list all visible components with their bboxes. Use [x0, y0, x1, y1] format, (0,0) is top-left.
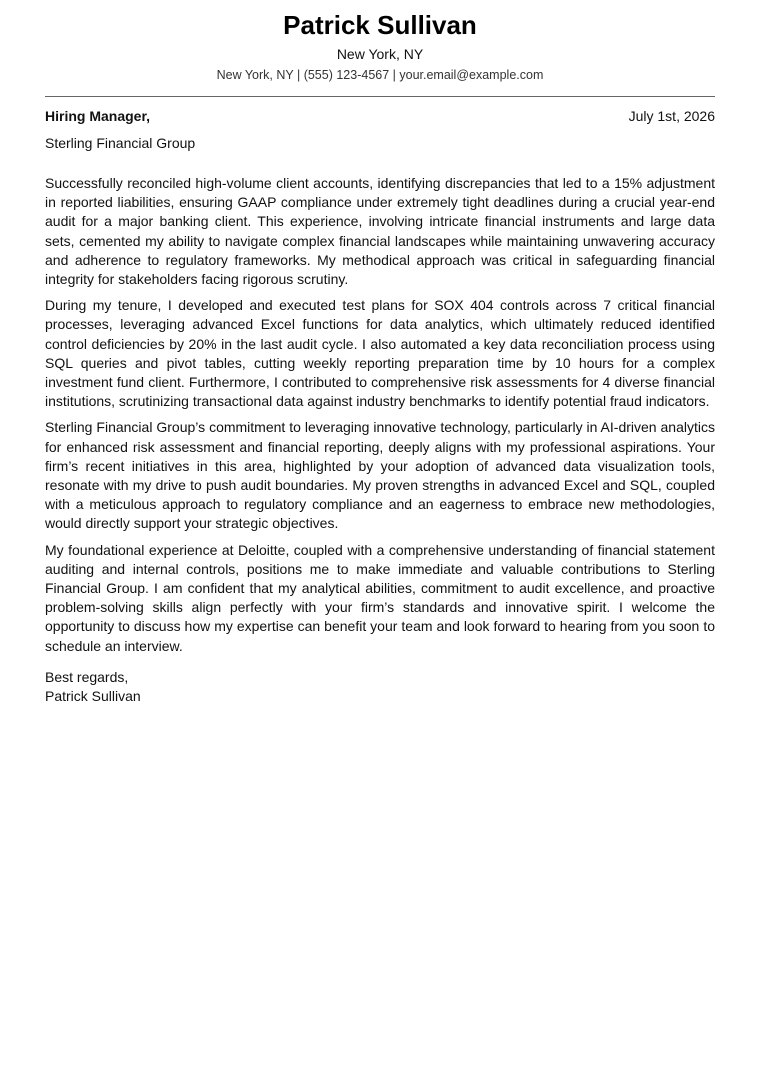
signature-name: Patrick Sullivan [45, 688, 141, 705]
body-paragraph-1: Successfully reconciled high-volume client accounts, identifying discrepancies that led to a 15% adjustment in reported liabilities, ensuring GAAP compliance under extremely tight deadlines during a crucial year-end audit for a major banking client. This experience, involving intricate financial instruments and large data sets, cemented my ability to navigate complex financial landscapes while maintaining unwavering accuracy and adherence to regulatory frameworks. My methodical approach was critical in safeguarding financial integrity for stakeholders facing rigorous scrutiny. [45, 175, 715, 288]
recipient-date-row [45, 107, 715, 126]
letter-body [45, 174, 715, 656]
header-divider [45, 96, 715, 97]
sender-location: New York, NY [336, 46, 424, 62]
recipient-company: Sterling Financial Group [45, 135, 196, 151]
closing-phrase: Best regards, [45, 668, 129, 685]
letter-closing-block [45, 668, 715, 706]
body-paragraph-4: My foundational experience at Deloitte, coupled with a comprehensive understanding of financial statement auditing and internal controls, positions me to make immediate and valuable contributions to Sterling Financial Group. I am confident that my analytical abilities, commitment to audit excellence, and proactive problem-solving skills align perfectly with your firm’s standards and innovative spirit. I welcome the opportunity to discuss how my expertise can benefit your team and look forward to hearing from you soon to schedule an interview. [45, 541, 715, 654]
sender-contact-line: New York, NY | (555) 123-4567 | your.email@example.com [216, 68, 544, 82]
body-paragraph-2: During my tenure, I developed and executed test plans for SOX 404 controls across 7 critical financial processes, leveraging advanced Excel functions for data analytics, which ultimately reduced identified control deficiencies by 20% in the last audit cycle. I also automated a key data reconciliation process using SQL queries and pivot tables, cutting weekly reporting preparation time by 10 hours for a complex investment fund client. Furthermore, I contributed to comprehensive risk assessments for 4 diverse financial institutions, scrutinizing transactional data against industry benchmarks to identify potential fraud indicators. [45, 297, 715, 410]
letter-date: July 1st, 2026 [628, 108, 715, 124]
letter-header [45, 0, 715, 84]
body-paragraph-3: Sterling Financial Group’s commitment to leveraging innovative technology, particularly in AI-driven analytics for enhanced risk assessment and financial reporting, deeply aligns with my professional aspirations. Your firm’s recent initiatives in this area, highlighted by your adoption of advanced data visualization tools, resonate with my drive to push audit boundaries. My proven strengths in advanced Excel and SQL, coupled with a meticulous approach to regulatory compliance and an eagerness to embrace new methodologies, would directly support your strategic objectives. [45, 419, 715, 532]
sender-name: Patrick Sullivan [283, 10, 477, 40]
recipient-salutation: Hiring Manager, [45, 108, 151, 124]
